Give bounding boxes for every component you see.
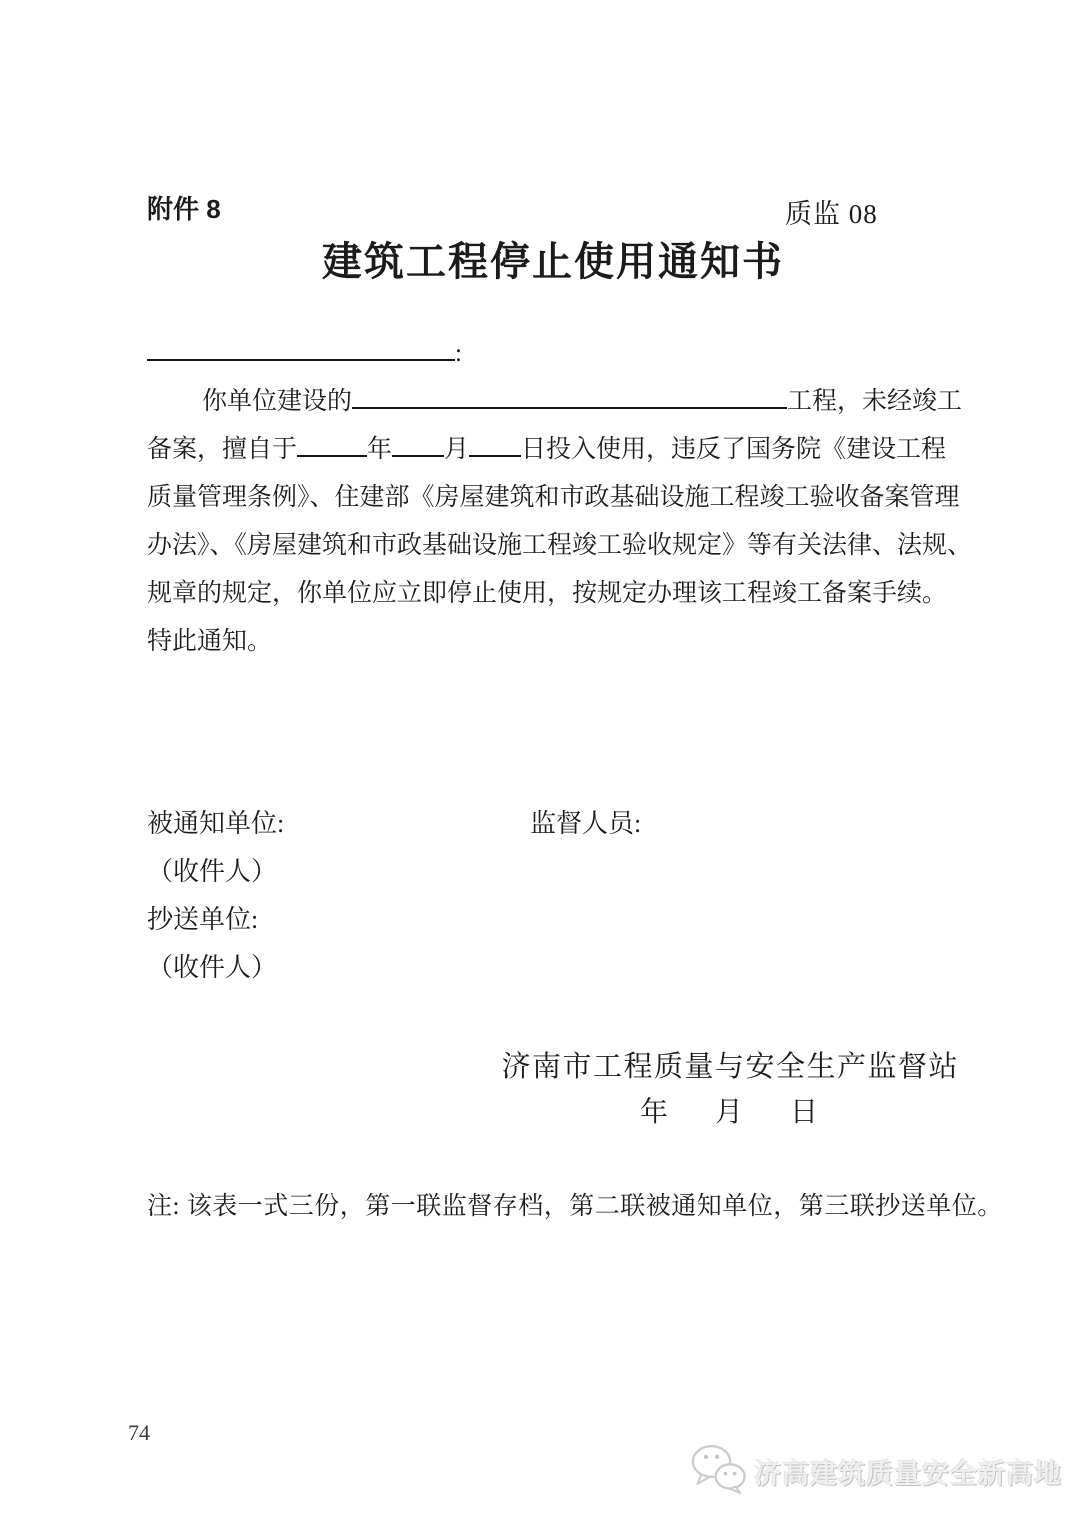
date-year-label: 年 [640, 1097, 669, 1128]
watermark-text: 济高建筑质量安全新高地 [754, 1459, 1062, 1489]
recipient-note: （收件人） [147, 953, 278, 982]
copy-unit-label: 抄送单位: [147, 905, 259, 934]
month-label: 月 [444, 436, 470, 463]
day-blank-line [469, 451, 521, 457]
supervisor-label: 监督人员: [530, 809, 642, 838]
year-blank-line [297, 451, 367, 457]
signature-date-line [640, 1090, 818, 1130]
doc-code-label: 质监 08 [785, 199, 878, 229]
recipient-note: （收件人） [147, 857, 278, 886]
recipients-row [147, 800, 963, 848]
recipients-block [147, 800, 963, 992]
body-line: 质量管理条例》、住建部《房屋建筑和市政基础设施工程竣工验收备案管理 [147, 484, 960, 511]
body-line-text: 日投入使用，违反了国务院《建设工程 [521, 436, 947, 463]
body-line [147, 426, 963, 474]
footnote: 注: 该表一式三份，第一联监督存档，第二联被通知单位，第三联抄送单位。 [147, 1193, 1003, 1220]
year-label: 年 [367, 436, 393, 463]
month-blank-line [392, 451, 444, 457]
salutation-blank-line [147, 355, 455, 361]
signature-org: 济南市工程质量与安全生产监督站 [501, 1051, 959, 1083]
date-day-label: 日 [790, 1097, 819, 1128]
salutation-colon: : [455, 340, 462, 367]
body-line: 规章的规定，你单位应立即停止使用，按规定办理该工程竣工备案手续。 [147, 580, 948, 607]
body-line-text: 备案，擅自于 [147, 436, 298, 463]
notified-unit-label: 被通知单位: [147, 809, 285, 838]
body-line: 特此通知。 [147, 628, 273, 655]
date-month-label: 月 [715, 1097, 744, 1128]
page-number: 74 [128, 1420, 150, 1445]
body-line-text: 你单位建设的 [202, 388, 353, 415]
attachment-label: 附件 8 [147, 194, 221, 224]
page-title: 建筑工程停止使用通知书 [322, 239, 784, 284]
body-line: 办法》、《房屋建筑和市政基础设施工程竣工验收规定》等有关法律、法规、 [147, 532, 973, 559]
watermark [688, 1442, 1062, 1501]
wechat-icon [688, 1442, 748, 1501]
body-line-text: 工程，未经竣工 [787, 388, 963, 415]
body-text [147, 330, 973, 666]
body-line [147, 378, 963, 426]
salutation-line [147, 330, 963, 378]
project-name-blank-line [352, 403, 787, 409]
